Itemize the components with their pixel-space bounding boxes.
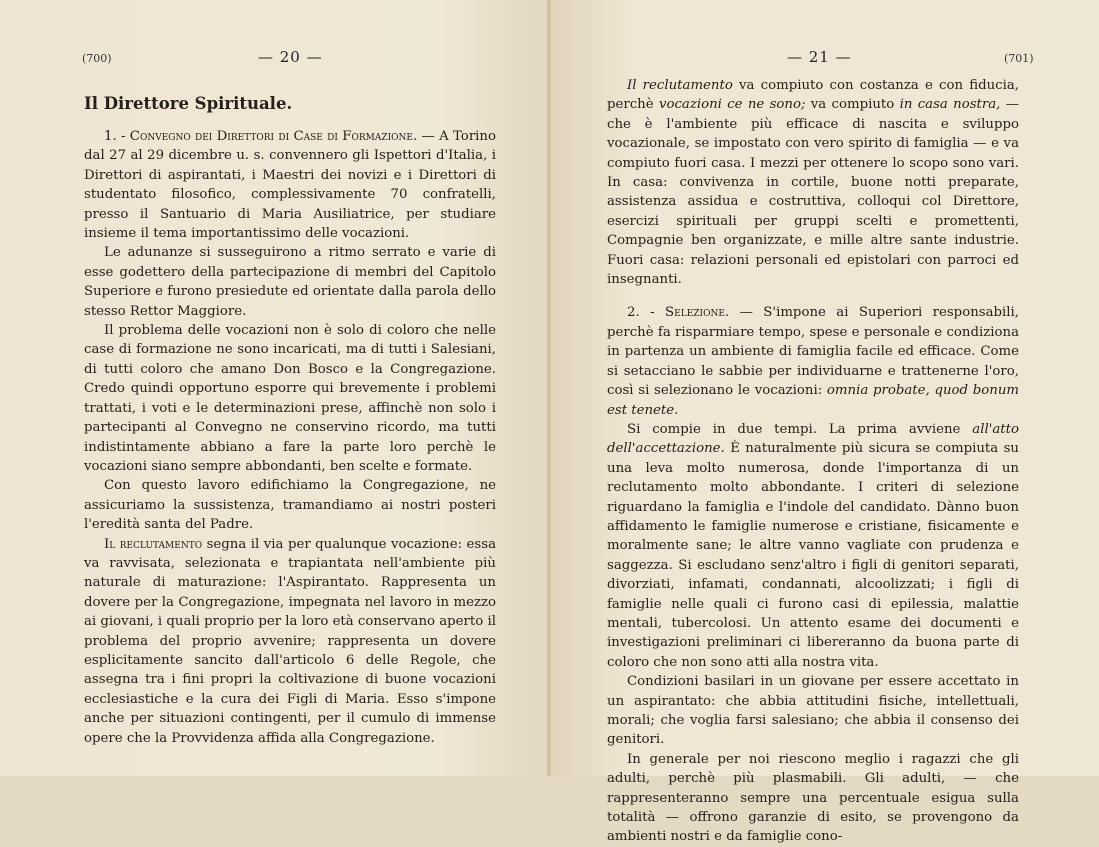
- left-page: [0, 0, 549, 776]
- paragraph: Con questo lavoro edifichiamo la Congregazione, ne assicuriamo la sussistenza, tramandiamo ai nostri posteri l'eredità santa del Padre.: [84, 478, 496, 533]
- italic-phrase: in casa nostra,: [899, 97, 1001, 113]
- right-text-block: [607, 76, 1019, 847]
- paragraph: [607, 420, 1019, 672]
- paragraph-text: va compiuto con costanza e con fiducia, perchè: [607, 78, 1019, 113]
- left-text-block: [84, 92, 496, 748]
- paragraph-text: — S'impone ai Superiori responsabili, perchè fa risparmiare tempo, spese e personale e condiziona in partenza un ambiente di famiglia facile ed efficace. Come si setacciano le sabbie per individuarne e trattenerne l'oro, così si selezionano le vocazioni:: [607, 305, 1020, 399]
- paragraph: [607, 303, 1019, 419]
- left-page-number: — 20 —: [258, 48, 323, 66]
- italic-phrase: vocazioni ce ne sono;: [658, 97, 806, 113]
- italic-phrase: all'atto dell'accettazione.: [607, 421, 1019, 457]
- paragraph: Le adunanze si susseguirono a ritmo serrato e varie di esse godettero della partecipazione di membri del Capitolo Superiore e furono presiedute ed orientate dalla parola dello stesso Rettor Maggiore.: [84, 245, 496, 319]
- left-folio: (700): [82, 52, 112, 65]
- paragraph-text: — A Torino dal 27 al 29 dicembre u. s. convennero gli Ispettori d'Italia, i Direttori di aspirantati, i Maestri dei novizi e i Direttori di studentato filosofico, complessivamente 70 confratelli, presso il Santuario di Maria Ausiliatrice, per studiare insieme il tema importantissimo delle vocazioni.: [84, 129, 496, 242]
- italic-phrase: omnia probate, quod bonum est tenete.: [607, 383, 1020, 418]
- paragraph: [607, 76, 1019, 289]
- paragraph: Condizioni basilari in un giovane per essere accettato in un aspirantato: che abbia attitudini fisiche, intellettuali, morali; che voglia farsi salesiano; che abbia il consenso dei genitori.: [607, 674, 1019, 748]
- paragraph: [84, 535, 496, 748]
- paragraph: Il problema delle vocazioni non è solo di coloro che nelle case di formazione ne sono incaricati, ma di tutti i Salesiani, di tutti coloro che amano Don Bosco e la Congregazione. Credo quindi opportuno esporre qui brevemente i problemi trattati, i voti e le determinazioni prese, affinchè non solo i partecipanti al Convegno ne conservino ricordo, ma tutti indistintamente abbiano a fare la parte loro perchè le vocazioni siano sempre abbondanti, ben scelte e formate.: [84, 323, 496, 474]
- paragraph-lead: Il reclutamento: [104, 536, 203, 552]
- paragraph-text: segna il via per qualunque vocazione: essa va ravvisata, selezionata e trapiantata nell'ambiente più naturale di maturazione: l'Aspirantato. Rappresenta un dovere per la Congregazione, impegnata nel lavoro in mezzo ai giovani, i quali proprio per la loro età conservano aperto il problema del proprio avvenire; rappresenta un dovere esplicitamente sancito dall'articolo 6 delle Regole, che assegna tra i fini propri la coltivazione di buone vocazioni ecclesiastiche e la cura dei Figli di Maria. Esso s'impone anche per situazioni contingenti, per il cumulo di immense opere che la Provvidenza affida alla Congregazione.: [84, 536, 496, 746]
- right-page: [551, 0, 1099, 845]
- section-title: Il Direttore Spirituale.: [84, 94, 293, 113]
- right-page-number: — 21 —: [787, 48, 852, 66]
- paragraph-text: va compiuto: [805, 97, 900, 113]
- right-folio: (701): [1004, 52, 1034, 65]
- paragraph-lead: 2. - Selezione.: [627, 305, 730, 321]
- paragraph-text: È naturalmente più sicura se compiuta su una leva molto numerosa, donde l'importanza di un reclutamento molto abbondante. I criteri di selezione riguardano la famiglia e l'indole del candidato. Dànno buon affidamento le famiglie numerose e cristiane, fisicamente e moralmente sane; le altre vanno vagliate con prudenza e saggezza. Si escludano senz'altro i figli di genitori separati, divorziati, infamati, condannati, alcoolizzati; i figli di famiglie nelle quali ci furono casi di epilessia, malattie mentali, tubercolosi. Un attento esame dei documenti e investigazioni preliminari ci libereranno da buona parte di coloro che non sono atti alla nostra vita.: [607, 441, 1019, 670]
- paragraph: [84, 127, 496, 243]
- paragraph: In generale per noi riescono meglio i ragazzi che gli adulti, perchè più plasmabili. Gli adulti, — che rappresenteranno sempre una percentuale esigua sulla totalità — offrono garanzie di esito, se provengono da ambienti nostri e da famiglie cono-: [607, 751, 1019, 845]
- paragraph-text: Si compie in due tempi. La prima avviene: [627, 421, 973, 437]
- italic-phrase: Il reclutamento: [627, 78, 733, 93]
- paragraph-lead: 1. - Convegno dei Direttori di Case di Formazione.: [104, 129, 418, 144]
- paragraph-text: — che è l'ambiente più efficace di nascita e sviluppo vocazionale, se impostato con vero spirito di famiglia — e va compiuto fuori casa. I mezzi per ottenere lo scopo sono vari. In casa: convivenza in cortile, buone notti preparate, assistenza assidua e costruttiva, colloqui col Direttore, esercizi spirituali per gruppi scelti e promettenti, Compagnie ben organizzate, e mille altre sante industrie. Fuori casa: relazioni personali ed epistolari con parroci ed insegnanti.: [607, 97, 1019, 288]
